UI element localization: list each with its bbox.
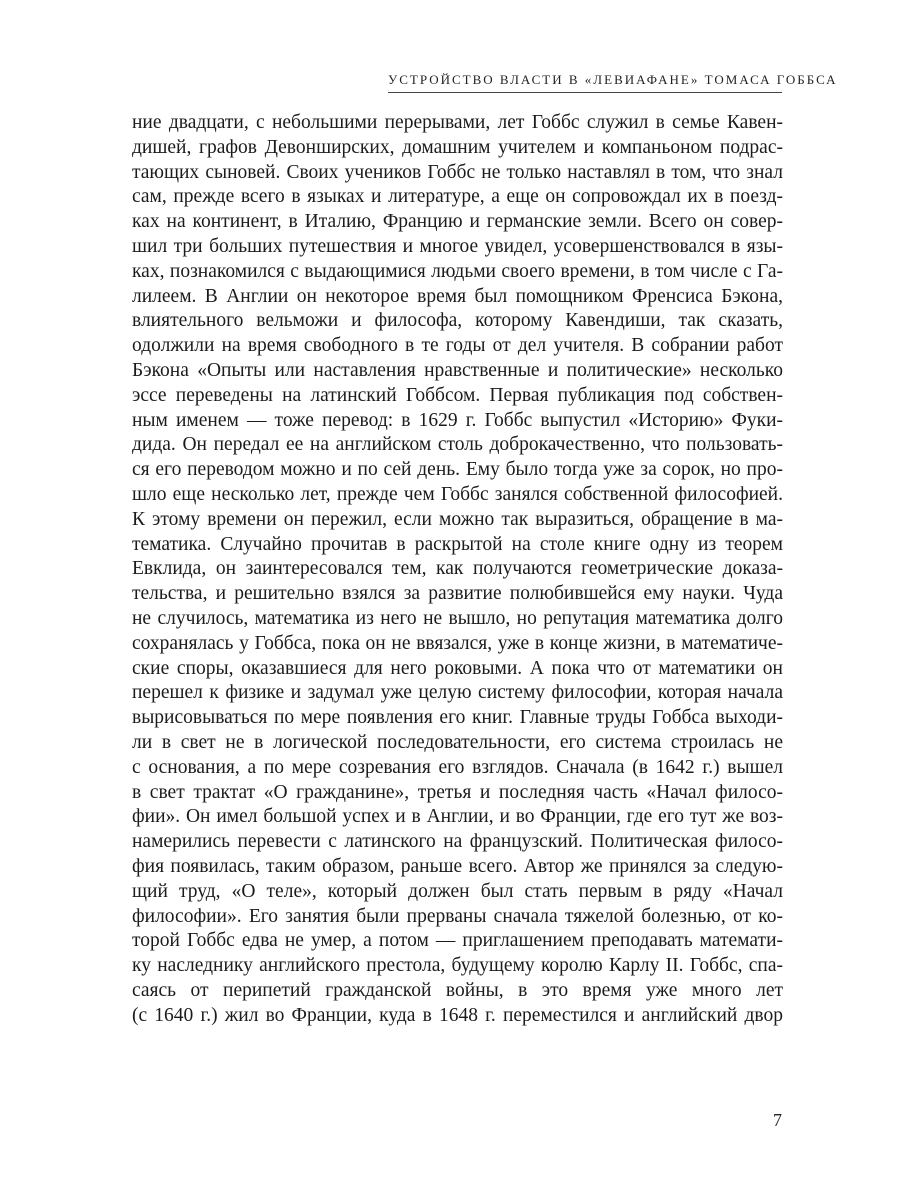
text-line: эссе переведены на латинский Гоббсом. Первая публикация под собствен- [132, 384, 783, 406]
text-line: Бэкона «Опыты или наставления нравственные и политические» несколько [132, 359, 783, 381]
text-line: в свет трактат «О гражданине», третья и последняя часть «Начал филосо- [132, 781, 783, 803]
text-line: дида. Он передал ее на английском столь доброкачественно, что пользовать- [132, 434, 783, 456]
text-line: фии». Он имел большой успех и в Англии, и во Франции, где его тут же воз- [132, 806, 783, 828]
text-line: дишей, графов Девонширских, домашним учителем и компаньоном подрас- [132, 136, 783, 158]
text-line: не случилось, математика из него не вышло, но репутация математика долго [132, 607, 783, 629]
text-line: ские споры, оказавшиеся для него роковыми. А пока что от математики он [132, 657, 783, 679]
text-line: (с 1640 г.) жил во Франции, куда в 1648 г. переместился и английский двор [132, 1004, 783, 1026]
text-line: намерились перевести с латинского на французский. Политическая филосо- [132, 831, 783, 853]
header-rule [388, 92, 782, 93]
text-line: торой Гоббс едва не умер, а потом — приглашением преподавать математи- [132, 930, 783, 952]
text-line: тающих сыновей. Своих учеников Гоббс не только наставлял в том, что знал [132, 161, 783, 183]
running-head: УСТРОЙСТВО ВЛАСТИ В «ЛЕВИАФАНЕ» ТОМАСА ГОББСА [388, 72, 838, 87]
text-line: ках на континент, в Италию, Францию и германские земли. Всего он совер- [132, 211, 783, 233]
text-line: Евклида, он заинтересовался тем, как получаются геометрические доказа- [132, 558, 783, 580]
text-line: ным именем — тоже перевод: в 1629 г. Гоббс выпустил «Историю» Фуки- [132, 409, 783, 431]
text-line: перешел к физике и задумал уже целую систему философии, которая начала [132, 682, 783, 704]
text-line: одолжили на время свободного в те годы от дел учителя. В собрании работ [132, 335, 783, 357]
text-line: тематика. Случайно прочитав в раскрытой на столе книге одну из теорем [132, 533, 783, 555]
text-line: шил три больших путешествия и многое увидел, усовершенствовался в язы- [132, 235, 783, 257]
text-line: ся его переводом можно и по сей день. Ему было тогда уже за сорок, но про- [132, 459, 783, 481]
body-text [132, 111, 783, 1028]
text-line: лилеем. В Англии он некоторое время был помощником Френсиса Бэкона, [132, 285, 783, 307]
text-line: ку наследнику английского престола, будущему королю Карлу II. Гоббс, спа- [132, 955, 783, 977]
text-line: фия появилась, таким образом, раньше всего. Автор же принялся за следую- [132, 855, 783, 877]
text-line: щий труд, «О теле», который должен был стать первым в ряду «Начал [132, 880, 783, 902]
text-line: К этому времени он пережил, если можно так выразиться, обращение в ма- [132, 508, 783, 530]
text-line: ние двадцати, с небольшими перерывами, лет Гоббс служил в семье Кавен- [132, 112, 783, 133]
text-line: саясь от перипетий гражданской войны, в это время уже много лет [132, 979, 783, 1001]
text-line: шло еще несколько лет, прежде чем Гоббс занялся собственной философией. [132, 483, 783, 505]
text-line: с основания, а по мере созревания его взглядов. Сначала (в 1642 г.) вышел [132, 756, 783, 778]
text-line: ках, познакомился с выдающимися людьми своего времени, в том числе с Га- [132, 260, 783, 282]
text-line: тельства, и решительно взялся за развитие полюбившейся ему науки. Чуда [132, 583, 783, 605]
text-line: ли в свет не в логической последовательности, его система строилась не [132, 731, 783, 753]
text-line: сохранялась у Гоббса, пока он не ввязался, уже в конце жизни, в математиче- [132, 632, 783, 654]
text-line: вырисовываться по мере появления его книг. Главные труды Гоббса выходи- [132, 707, 783, 729]
page-number: 7 [773, 1110, 782, 1130]
text-line: философии». Его занятия были прерваны сначала тяжелой болезнью, от ко- [132, 905, 783, 927]
text-line: влиятельного вельможи и философа, которому Кавендиши, так сказать, [132, 310, 783, 332]
text-line: сам, прежде всего в языках и литературе, а еще он сопровождал их в поезд- [132, 186, 783, 208]
